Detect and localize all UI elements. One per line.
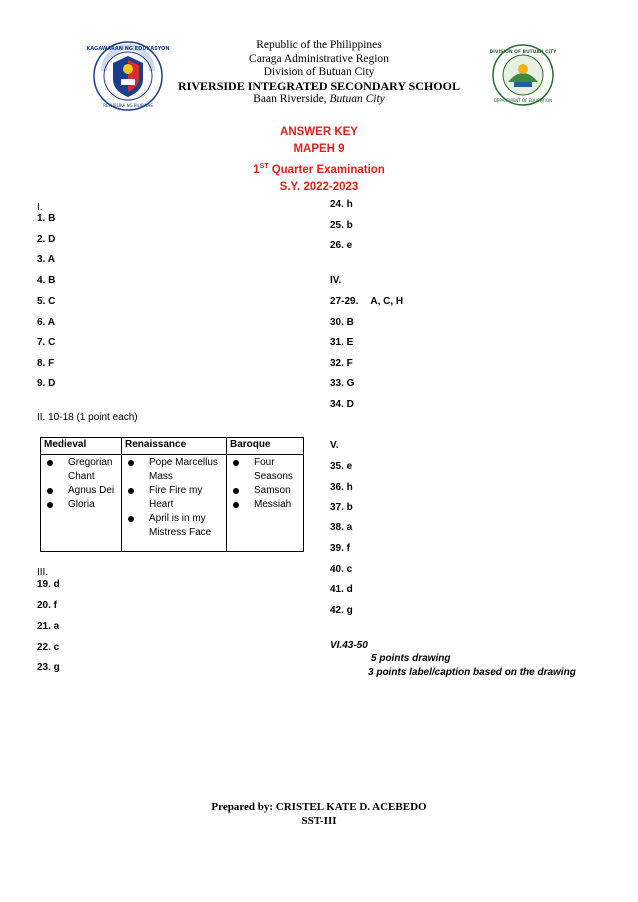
table-header-row	[41, 438, 304, 455]
answer-3: 3. A	[37, 254, 55, 265]
svg-text:KAGAWARAN NG EDUKASYON: KAGAWARAN NG EDUKASYON	[86, 46, 170, 52]
document-title	[0, 124, 638, 196]
title-answer-key: ANSWER KEY	[280, 126, 358, 138]
answer-5: 5. C	[37, 296, 56, 307]
answer-22: 22. c	[37, 642, 60, 653]
table-row	[41, 455, 304, 552]
range-label: 27-29.	[330, 296, 359, 307]
answer-26: 26. e	[330, 240, 353, 251]
school-address	[0, 93, 638, 107]
answer-30: 30. B	[330, 317, 354, 328]
answer-20: 20. f	[37, 600, 58, 611]
title-school-year: S.Y. 2022-2023	[279, 180, 359, 193]
list-item: Pope Marcellus Mass	[125, 456, 223, 484]
list-item: Fire Fire my Heart	[125, 484, 223, 512]
renaissance-cell	[122, 455, 227, 552]
list-item: April is in my Mistress Face	[125, 512, 223, 540]
list-item: Agnus Dei	[44, 484, 118, 498]
answer-34: 34. D	[330, 399, 354, 410]
svg-text:DIVISION OF BUTUAN CITY: DIVISION OF BUTUAN CITY	[489, 50, 557, 55]
section-4-heading: IV.	[330, 275, 342, 286]
answer-2: 2. D	[37, 234, 56, 245]
svg-text:DEPARTMENT OF EDUCATION: DEPARTMENT OF EDUCATION	[493, 98, 553, 103]
section-6-drawing-points: 5 points drawing	[371, 653, 451, 664]
answer-23: 23. g	[37, 662, 60, 673]
region-line: Caraga Administrative Region	[249, 52, 389, 65]
letterhead	[0, 39, 638, 107]
address-place: Baan Riverside,	[253, 93, 327, 105]
prepared-by-block	[0, 800, 638, 828]
answer-41: 41. d	[330, 584, 353, 595]
title-exam-number: 1	[253, 163, 260, 176]
answer-8: 8. F	[37, 358, 55, 369]
address-city: Butuan City	[329, 93, 385, 105]
answer-38: 38. a	[330, 522, 353, 533]
answer-1: 1. B	[37, 213, 56, 224]
answer-4: 4. B	[37, 275, 56, 286]
section-1-heading: I.	[37, 202, 43, 213]
section-3-heading: III.	[37, 567, 49, 578]
col-baroque: Baroque	[227, 438, 304, 455]
svg-text:REPUBLIKA NG PILIPINAS: REPUBLIKA NG PILIPINAS	[103, 103, 153, 108]
answer-25: 25. b	[330, 220, 353, 231]
answer-36: 36. h	[330, 482, 353, 493]
prepared-by: Prepared by: CRISTEL KATE D. ACEBEDO	[211, 801, 427, 813]
col-renaissance: Renaissance	[122, 438, 227, 455]
medieval-cell	[41, 455, 122, 552]
preparer-position: SST-III	[301, 815, 337, 827]
answer-40: 40. c	[330, 564, 353, 575]
range-answer: A, C, H	[370, 296, 404, 307]
section-6-label-points: 3 points label/caption based on the drawing	[368, 667, 576, 678]
music-periods-table	[40, 437, 304, 552]
answer-32: 32. F	[330, 358, 353, 369]
answer-33: 33. G	[330, 378, 355, 389]
title-exam	[0, 158, 638, 179]
answer-7: 7. C	[37, 337, 56, 348]
section-5-heading: V.	[330, 440, 339, 451]
list-item: Gregorian Chant	[44, 456, 118, 484]
answer-24: 24. h	[330, 199, 353, 210]
republic-line: Republic of the Philippines	[256, 39, 382, 51]
answer-35: 35. e	[330, 461, 353, 472]
section-2-heading: II. 10-18 (1 point each)	[37, 412, 138, 423]
list-item: Four Seasons	[230, 456, 300, 484]
answer-37: 37. b	[330, 502, 353, 513]
answer-39: 39. f	[330, 543, 351, 554]
answer-27-29	[330, 296, 403, 307]
answer-19: 19. d	[37, 579, 60, 590]
school-name: RIVERSIDE INTEGRATED SECONDARY SCHOOL	[178, 78, 460, 93]
answer-6: 6. A	[37, 317, 55, 328]
baroque-cell	[227, 455, 304, 552]
answer-21: 21. a	[37, 621, 60, 632]
title-exam-sup: ST	[259, 163, 269, 170]
answer-42: 42. g	[330, 605, 353, 616]
col-medieval: Medieval	[41, 438, 122, 455]
title-subject: MAPEH 9	[293, 143, 345, 155]
list-item: Samson	[230, 484, 300, 498]
answer-31: 31. E	[330, 337, 354, 348]
list-item: Messiah	[230, 498, 300, 512]
division-line: Division of Butuan City	[263, 66, 375, 78]
title-exam-rest: Quarter Examination	[268, 163, 385, 176]
section-6-heading: VI.43-50	[330, 640, 368, 651]
list-item: Gloria	[44, 498, 118, 512]
answer-9: 9. D	[37, 378, 56, 389]
